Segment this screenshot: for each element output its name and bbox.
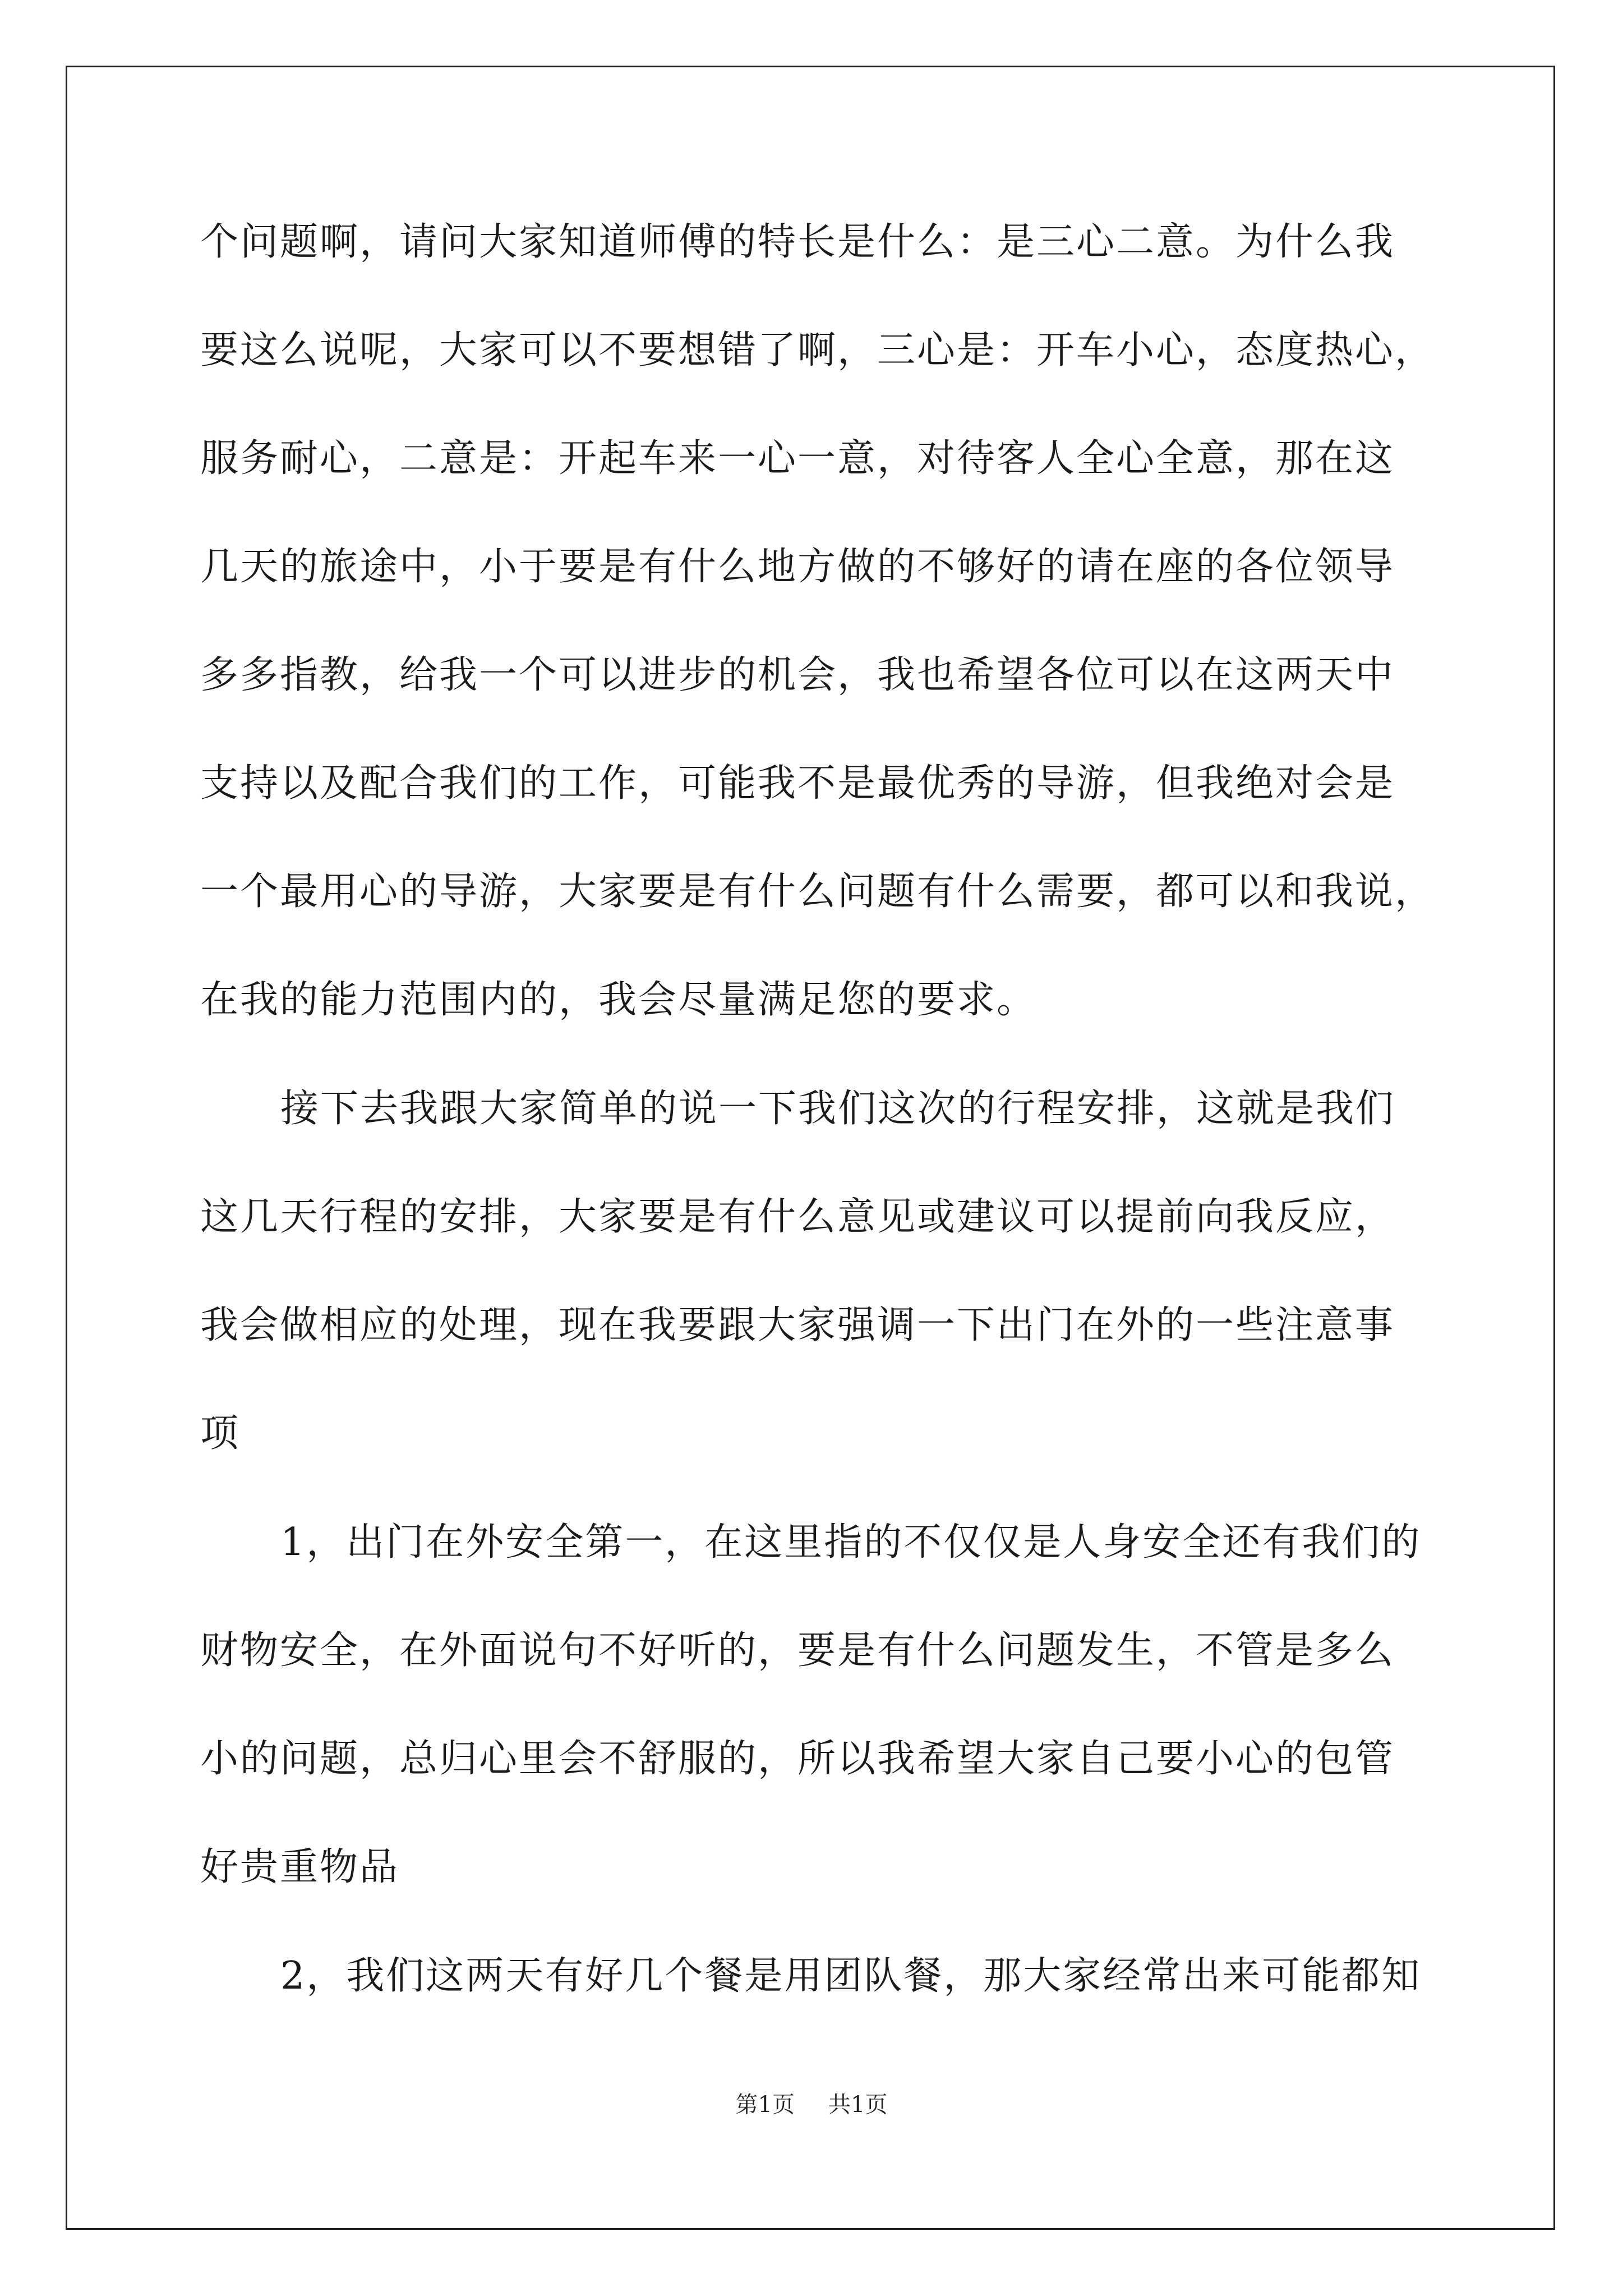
text-line: 好贵重物品 [200,1845,400,1889]
text-line: 这几天行程的安排，大家要是有什么意见或建议可以提前向我反应， [200,1195,1395,1239]
paragraph-first-line: 2，我们这两天有好几个餐是用团队餐，那大家经常出来可能都知 [280,1954,1422,1998]
text-line: 一个最用心的导游，大家要是有什么问题有什么需要，都可以和我说， [200,869,1435,914]
text-line: 我会做相应的处理，现在我要跟大家强调一下出门在外的一些注意事 [200,1303,1395,1347]
text-line: 小的问题，总归心里会不舒服的，所以我希望大家自己要小心的包管 [200,1737,1395,1781]
page-total: 共1页 [828,2092,888,2118]
text-line: 多多指教，给我一个可以进步的机会，我也希望各位可以在这两天中 [200,653,1395,697]
text-line: 在我的能力范围内的，我会尽量满足您的要求。 [200,978,1037,1022]
paragraph-first-line: 1，出门在外安全第一，在这里指的不仅仅是人身安全还有我们的 [280,1520,1422,1565]
text-line: 要这么说呢，大家可以不要想错了啊，三心是：开车小心，态度热心， [200,328,1435,372]
text-line: 财物安全，在外面说句不好听的，要是有什么问题发生，不管是多么 [200,1628,1395,1673]
page-border [66,66,1555,2230]
text-line: 支持以及配合我们的工作，可能我不是最优秀的导游，但我绝对会是 [200,761,1395,806]
page-number: 第1页 [735,2092,795,2118]
text-line: 个问题啊，请问大家知道师傅的特长是什么：是三心二意。为什么我 [200,220,1395,264]
paragraph-first-line: 接下去我跟大家简单的说一下我们这次的行程安排，这就是我们 [280,1087,1396,1131]
page-footer [0,2088,1623,2122]
text-line: 服务耐心，二意是：开起车来一心一意，对待客人全心全意，那在这 [200,436,1395,481]
text-line: 项 [200,1411,241,1456]
text-line: 几天的旅途中，小于要是有什么地方做的不够好的请在座的各位领导 [200,545,1395,589]
